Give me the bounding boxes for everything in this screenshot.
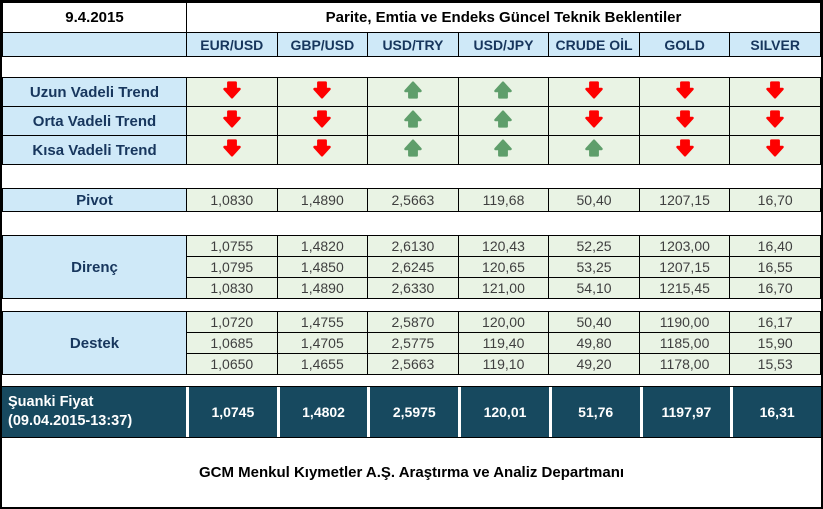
trend-cell [187,136,278,165]
down-arrow-icon [312,80,332,100]
trend-cell [277,107,368,136]
support-value: 49,20 [549,354,640,375]
trend-cell [639,107,730,136]
resistance-label: Direnç [3,236,187,299]
current-price-timestamp: (09.04.2015-13:37) [8,413,133,429]
down-arrow-icon [765,109,785,129]
resistance-value: 16,55 [730,257,821,278]
support-value: 49,80 [549,333,640,354]
up-arrow-icon [403,138,423,158]
support-value: 1,4705 [277,333,368,354]
up-arrow-icon [493,109,513,129]
down-arrow-icon [765,80,785,100]
trend-cell [458,78,549,107]
support-value: 50,40 [549,312,640,333]
support-table [2,311,821,375]
spacer [2,375,821,386]
resistance-table [2,235,821,299]
resistance-value: 16,70 [730,278,821,299]
support-value: 15,90 [730,333,821,354]
down-arrow-icon [222,80,242,100]
pivot-value: 50,40 [549,189,640,212]
resistance-value: 120,43 [458,236,549,257]
down-arrow-icon [675,80,695,100]
current-price-value: 1,4802 [280,387,368,437]
down-arrow-icon [312,138,332,158]
current-price-value: 16,31 [733,387,821,437]
trend-cell [549,136,640,165]
trend-cell [639,136,730,165]
resistance-value: 1,0830 [187,278,278,299]
trend-cell [639,78,730,107]
trend-cell [730,136,821,165]
trend-label: Uzun Vadeli Trend [3,78,187,107]
support-value: 119,40 [458,333,549,354]
support-value: 120,00 [458,312,549,333]
trend-label: Kısa Vadeli Trend [3,136,187,165]
resistance-value: 1,0755 [187,236,278,257]
current-price-label-cell [2,387,186,437]
support-value: 1,4655 [277,354,368,375]
support-label: Destek [3,312,187,375]
pivot-table [2,188,821,212]
resistance-value: 53,25 [549,257,640,278]
resistance-value: 1203,00 [639,236,730,257]
support-value: 119,10 [458,354,549,375]
resistance-value: 1207,15 [639,257,730,278]
trend-cell [277,136,368,165]
resistance-value: 1,4850 [277,257,368,278]
support-value: 1190,00 [639,312,730,333]
support-value: 2,5663 [368,354,459,375]
pivot-value: 1,4890 [277,189,368,212]
trend-cell [368,136,459,165]
down-arrow-icon [765,138,785,158]
trend-cell [187,107,278,136]
column-header: EUR/USD [187,33,278,57]
current-price-value: 1197,97 [643,387,731,437]
resistance-value: 1,4820 [277,236,368,257]
spacer [2,212,821,235]
resistance-value: 1,0795 [187,257,278,278]
report-date: 9.4.2015 [3,3,187,33]
current-price-value: 1,0745 [189,387,277,437]
support-rows [3,312,821,375]
trend-cell [549,78,640,107]
column-header: USD/TRY [368,33,459,57]
resistance-value: 121,00 [458,278,549,299]
pivot-value: 119,68 [458,189,549,212]
trend-cell [458,107,549,136]
trend-cell [458,136,549,165]
trend-cell [277,78,368,107]
footer [2,438,821,507]
support-value: 2,5870 [368,312,459,333]
resistance-value: 2,6245 [368,257,459,278]
spacer [2,165,821,188]
trend-cell [368,78,459,107]
title-row [3,3,821,33]
trend-row [3,136,821,165]
spacer [2,57,821,77]
column-header-row [3,33,821,57]
trend-cell [730,107,821,136]
support-row [3,312,821,333]
down-arrow-icon [222,138,242,158]
column-header: SILVER [730,33,821,57]
trend-cell [187,78,278,107]
trend-cell [368,107,459,136]
trend-row [3,78,821,107]
column-header: USD/JPY [458,33,549,57]
current-price-value: 120,01 [461,387,549,437]
resistance-value: 1,4890 [277,278,368,299]
support-value: 2,5775 [368,333,459,354]
trend-label: Orta Vadeli Trend [3,107,187,136]
current-price-row [2,386,821,438]
down-arrow-icon [675,138,695,158]
pivot-row [3,189,821,212]
corner-cell [3,33,187,57]
resistance-value: 52,25 [549,236,640,257]
down-arrow-icon [675,109,695,129]
support-value: 1,0685 [187,333,278,354]
pivot-value: 1,0830 [187,189,278,212]
spacer [2,299,821,311]
support-value: 1,4755 [277,312,368,333]
pivot-value: 2,5663 [368,189,459,212]
trend-cell [730,78,821,107]
pivot-value: 1207,15 [639,189,730,212]
down-arrow-icon [222,109,242,129]
down-arrow-icon [584,80,604,100]
down-arrow-icon [584,109,604,129]
resistance-value: 16,40 [730,236,821,257]
resistance-row [3,236,821,257]
resistance-value: 2,6330 [368,278,459,299]
support-value: 1,0720 [187,312,278,333]
current-price-label: Şuanki Fiyat [8,394,94,411]
resistance-value: 2,6130 [368,236,459,257]
column-header: GOLD [639,33,730,57]
support-value: 16,17 [730,312,821,333]
support-value: 1,0650 [187,354,278,375]
resistance-rows [3,236,821,299]
down-arrow-icon [312,109,332,129]
support-value: 1185,00 [639,333,730,354]
footer-text: GCM Menkul Kıymetler A.Ş. Araştırma ve Analiz Departmanı [198,464,625,481]
trend-table [2,77,821,165]
up-arrow-icon [493,138,513,158]
page-title: Parite, Emtia ve Endeks Güncel Teknik Beklentiler [187,3,821,33]
column-header: GBP/USD [277,33,368,57]
up-arrow-icon [403,109,423,129]
resistance-value: 1215,45 [639,278,730,299]
pivot-label: Pivot [3,189,187,212]
up-arrow-icon [584,138,604,158]
trend-cell [549,107,640,136]
header-table [2,2,821,57]
resistance-value: 54,10 [549,278,640,299]
trend-rows [3,78,821,165]
up-arrow-icon [403,80,423,100]
support-value: 1178,00 [639,354,730,375]
column-header: CRUDE OİL [549,33,640,57]
current-price-value: 2,5975 [370,387,458,437]
resistance-value: 120,65 [458,257,549,278]
current-price-value: 51,76 [552,387,640,437]
support-value: 15,53 [730,354,821,375]
up-arrow-icon [493,80,513,100]
pivot-value: 16,70 [730,189,821,212]
trend-row [3,107,821,136]
